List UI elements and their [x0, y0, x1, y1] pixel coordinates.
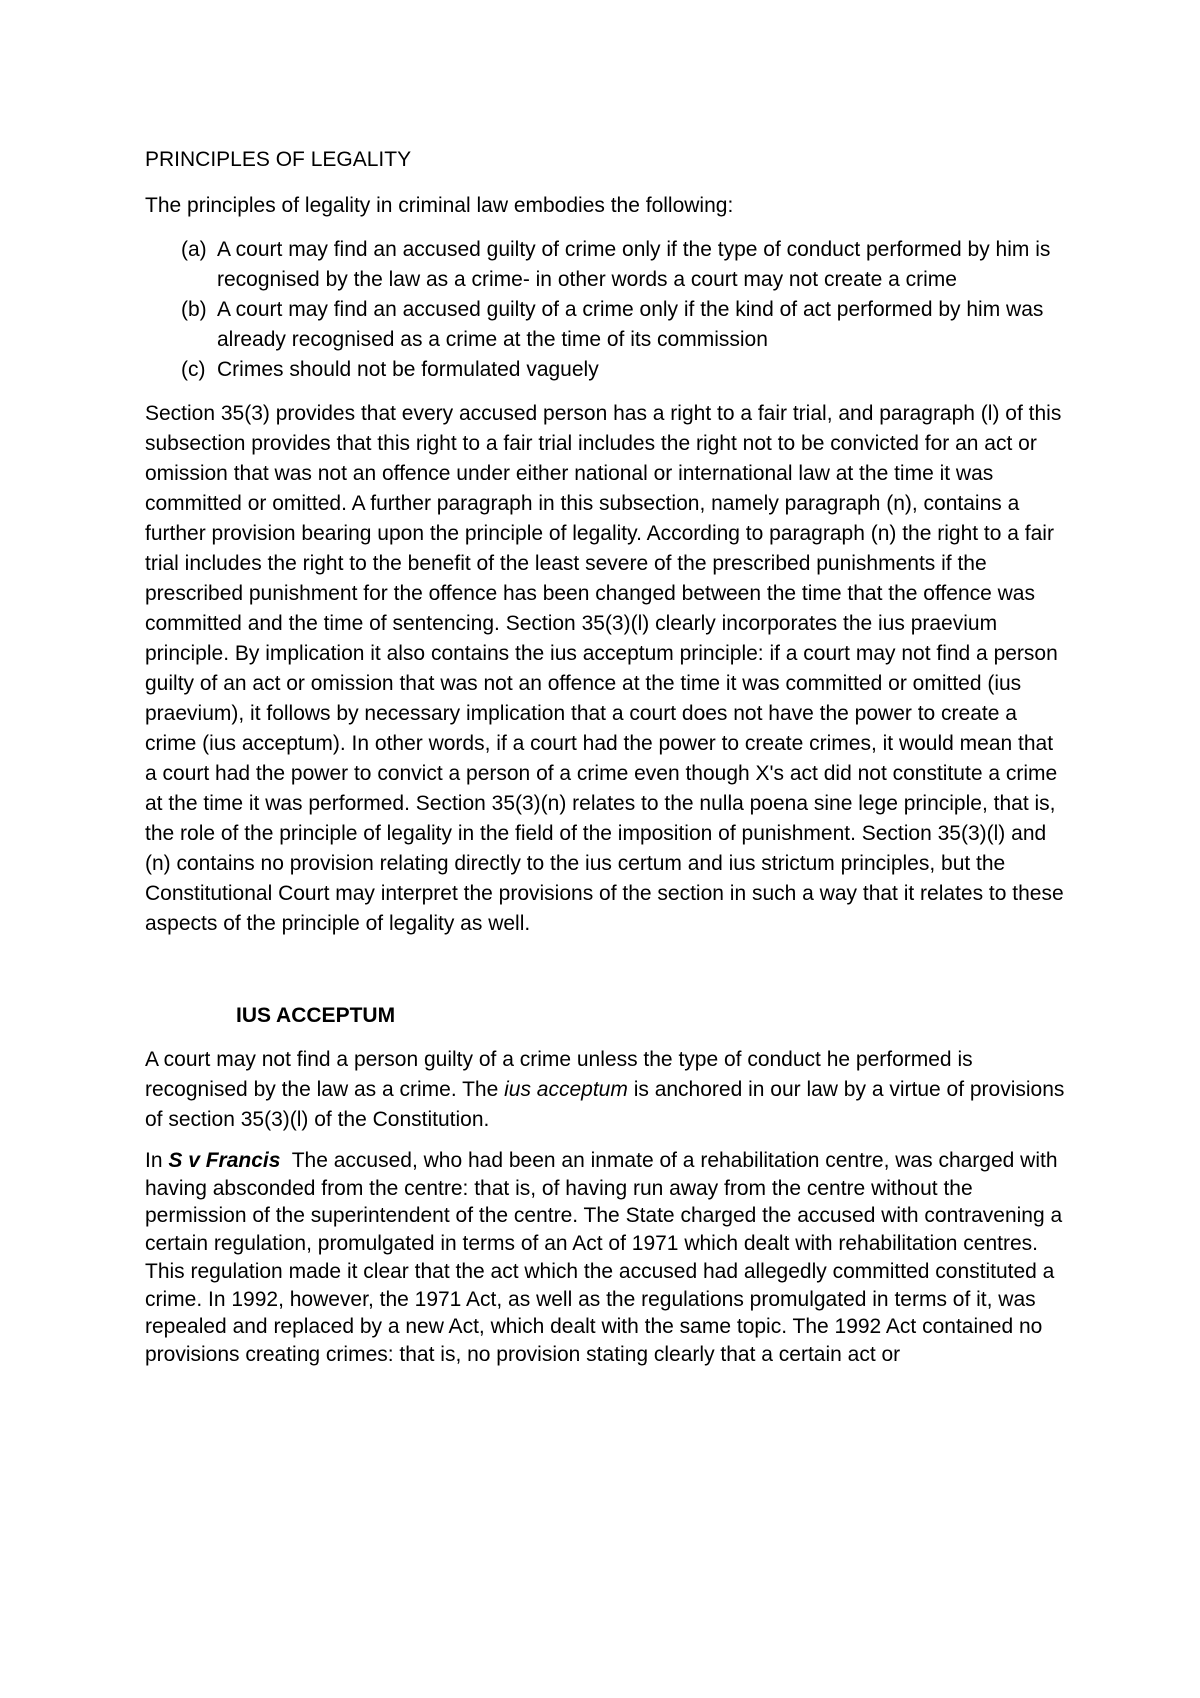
list-marker: (c): [181, 358, 206, 381]
list-item-text: A court may find an accused guilty of crime only if the type of conduct performed by him is recognised by the law as a crime- in other words a court may not create a crime: [217, 238, 1051, 291]
list-item: [181, 235, 1065, 295]
principles-list: [181, 235, 1065, 385]
section-35-paragraph: Section 35(3) provides that every accused person has a right to a fair trial, and paragraph (l) of this subsection provides that this right to a fair trial includes the right not to be convicted for an act or omission that was not an offence under either national or international law at the time it was committed or omitted. A further paragraph in this subsection, namely paragraph (n), contains a further provision bearing upon the principle of legality. According to paragraph (n) the right to a fair trial includes the right to the benefit of the least severe of the prescribed punishments if the prescribed punishment for the offence has been changed between the time that the offence was committed and the time of sentencing. Section 35(3)(l) clearly incorporates the ius praevium principle. By implication it also contains the ius acceptum principle: if a court may not find a person guilty of an act or omission that was not an offence at the time it was committed or omitted (ius praevium), it follows by necessary implication that a court does not have the power to create a crime (ius acceptum). In other words, if a court had the power to create crimes, it would mean that a court had the power to convict a person of a crime even though X's act did not constitute a crime at the time it was performed. Section 35(3)(n) relates to the nulla poena sine lege principle, that is, the role of the principle of legality in the field of the imposition of punishment. Section 35(3)(l) and (n) contains no provision relating directly to the ius certum and ius strictum principles, but the Constitutional Court may interpret the provisions of the section in such a way that it relates to these aspects of the principle of legality as well.: [145, 402, 1064, 935]
italic-term: ius acceptum: [504, 1078, 628, 1101]
list-item: [181, 355, 1065, 385]
list-item-text: A court may find an accused guilty of a crime only if the kind of act performed by him was already recognised as a crime at the time of its commission: [217, 298, 1044, 351]
intro-text: The principles of legality in criminal law embodies the following:: [145, 194, 734, 217]
document-title: PRINCIPLES OF LEGALITY: [145, 148, 412, 171]
list-item: [181, 295, 1065, 355]
paragraph-text: A court may not find a person guilty of a crime unless the type of conduct he performed is recognised by the law as a crime. The: [145, 1048, 973, 1101]
list-marker: (a): [181, 238, 207, 261]
ius-acceptum-heading: IUS ACCEPTUM: [236, 1004, 396, 1027]
ius-acceptum-paragraph: [145, 1045, 1065, 1135]
case-text: The accused, who had been an inmate of a rehabilitation centre, was charged with having absconded from the centre: that is, of having run away from the centre without the permission of the superintendent of the centre. The State charged the accused with contravening a certain regulation, promulgated in terms of an Act of 1971 which dealt with rehabilitation centres. This regulation made it clear that the act which the accused had allegedly committed constituted a crime. In 1992, however, the 1971 Act, as well as the regulations promulgated in terms of it, was repealed and replaced by a new Act, which dealt with the same topic. The 1992 Act contained no provisions creating crimes: that is, no provision stating clearly that a certain act or: [145, 1149, 1069, 1366]
case-prefix: In: [145, 1149, 169, 1172]
document-page: [145, 145, 1069, 1369]
case-paragraph: [145, 1147, 1069, 1369]
list-item-text: Crimes should not be formulated vaguely: [217, 358, 599, 381]
paragraph-text: is anchored in our law by a virtue of provisions of section 35(3)(l) of the Constitution.: [145, 1078, 1065, 1131]
case-name: S v Francis: [168, 1149, 281, 1172]
list-marker: (b): [181, 298, 207, 321]
